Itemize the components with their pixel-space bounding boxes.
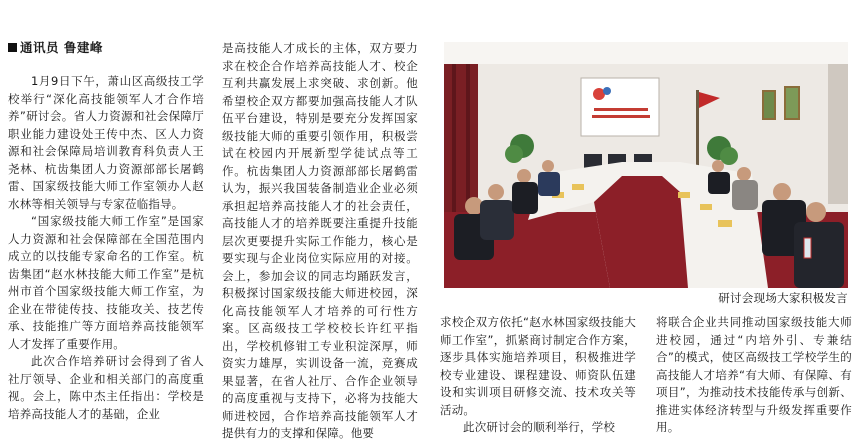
article-column-3 xyxy=(440,314,636,437)
meeting-photo xyxy=(444,42,848,288)
meeting-scene-image xyxy=(444,42,848,288)
byline xyxy=(8,38,103,56)
article-column-4 xyxy=(656,314,852,437)
paragraph: 将联合企业共同推动国家级技能大师进校园，通过“内培外引、专兼结合”的模式，使区高级技工学校学生的高技能人才培养“有大师、有保障、有项目”，为推动技术技能传承与创新、推进实体经济转型与升级发挥重要作用。 xyxy=(656,315,852,434)
byline-text: 通讯员 鲁建峰 xyxy=(20,40,103,55)
bullet-square-icon xyxy=(8,43,17,52)
article-column-2 xyxy=(222,40,418,443)
paragraph: 此次研讨会的顺利举行，学校 xyxy=(463,420,616,434)
paragraph: “国家级技能大师工作室”是国家人力资源和社会保障部在全国范围内成立的以技能专家命名的工作室。杭齿集团“赵水林技能大师工作室”是杭州市首个国家级技能大师工作室，为企业在带徒传技、技能攻关、技艺传承、技能推广等方面培养高技能领军人才发挥了重要作用。 xyxy=(8,214,204,351)
paragraph: 是高技能人才成长的主体，双方要力求在校企合作培养高技能人才、校企互利共赢发展上求突破、求创新。他希望校企双方都要加强高技能人才队伍平台建设，特别是要充分发挥国家级技能大师的重要引领作用，积极尝试在校园内开展新型学徒试点等工作。杭齿集团人力资源部部长屠鹤雷认为，振兴我国装备制造业企业必须承担起培养高技能人才的社会责任，高技能人才的培养既要注重提升技能层次更要提升实际工作能力，核心是要实现与企业岗位实际应用的对接。会上，参加会议的同志均踊跃发言，积极探讨国家级技能大师进校园，深化高技能领军人才培养的可行性方案。区高级技工学校校长许红平指出，学校机修钳工专业积淀深厚，师资实力雄厚，实训设备一流，竞赛成果显著，在省人社厅、合作企业领导的高度重视与支持下，必将为技能大师进校园，合作培养高技能领军人才提供有力的支撑和保障。他要 xyxy=(222,41,418,440)
paragraph: 此次合作培养研讨会得到了省人社厅领导、企业和相关部门的高度重视。会上，陈中杰主任指出：学校是培养高技能人才的基础，企业 xyxy=(8,354,204,421)
photo-caption: 研讨会现场大家积极发言 xyxy=(718,291,848,305)
paragraph: 求校企双方依托“赵水林国家级技能大师工作室”，抓紧商讨制定合作方案，逐步具体实施培养项目，积极推进学校专业建设、课程建设、师资队伍建设和实训项目研修交流、技术攻关等活动。 xyxy=(440,315,636,417)
article-column-1 xyxy=(8,73,204,423)
paragraph: 1月9日下午，萧山区高级技工学校举行“深化高技能领军人才合作培养”研讨会。省人力资源和社会保障厅职业能力建设处王传中杰、区人力资源和社会保障局培训教育科负责人王尧林、杭齿集团人力资源部部长屠鹤雷、国家级技能大师工作室领办人赵水林等相关领导与专家莅临指导。 xyxy=(8,74,204,211)
